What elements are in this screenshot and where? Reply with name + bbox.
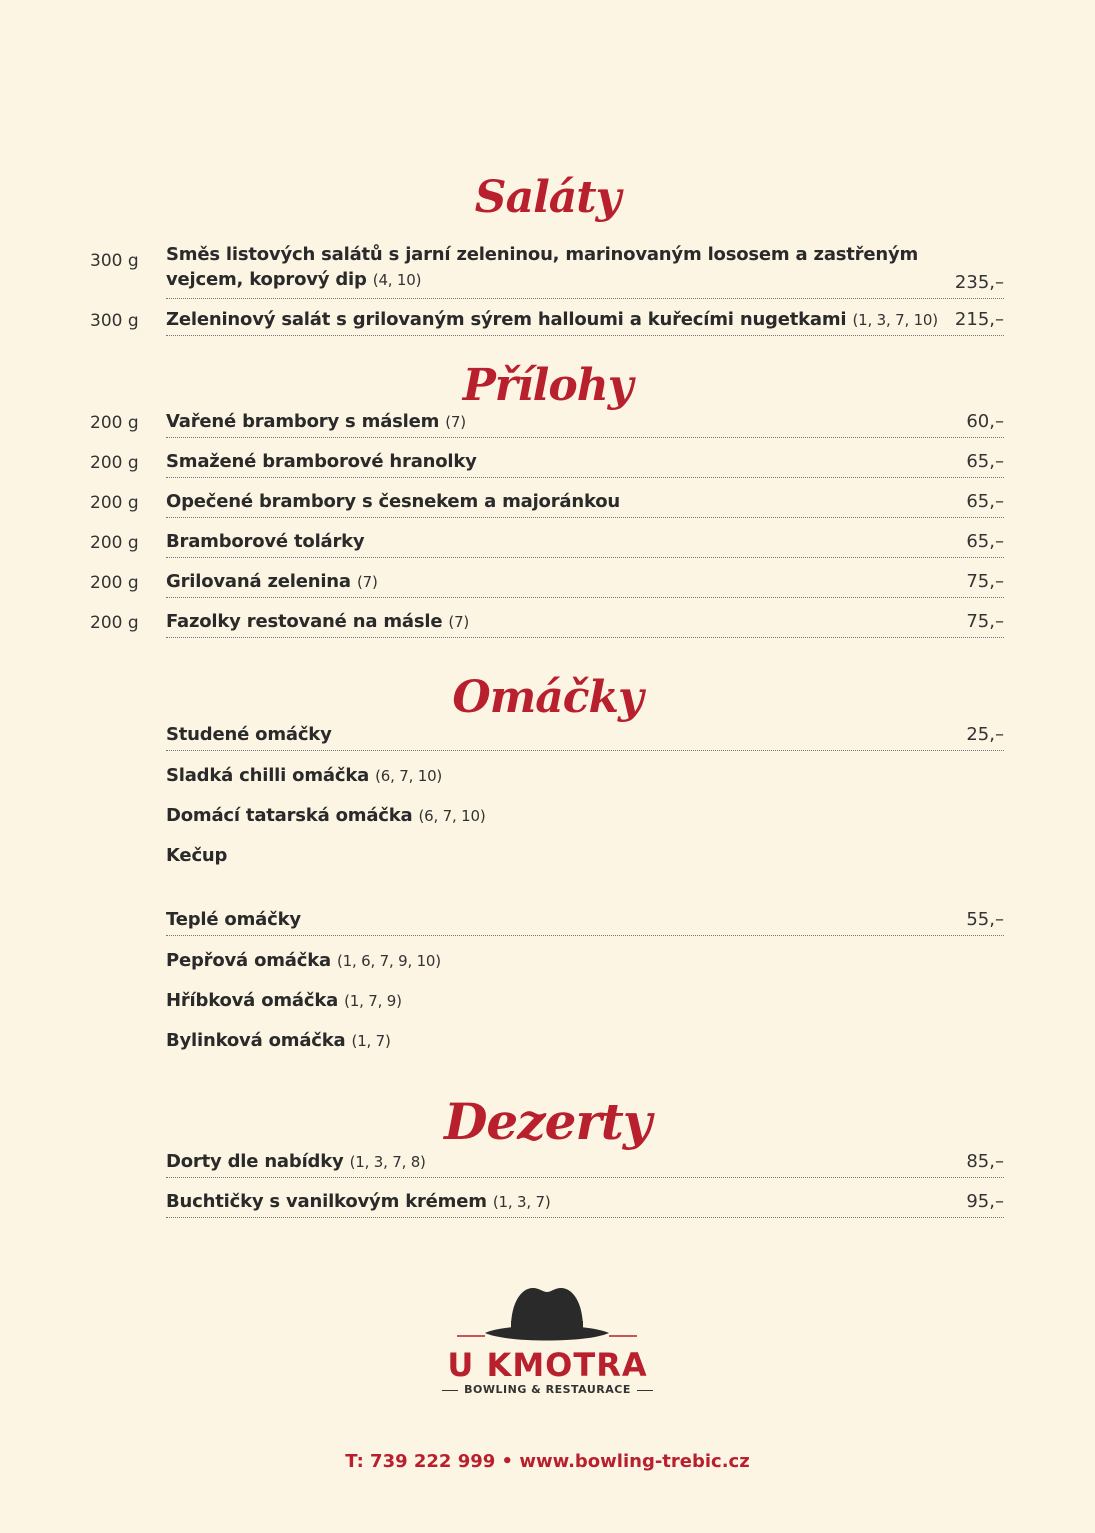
item-weight: 300 g xyxy=(90,311,139,331)
menu-item xyxy=(0,1178,1095,1218)
menu-subitem xyxy=(0,751,1095,791)
section-title-salaty: Saláty xyxy=(474,172,621,223)
item-allergens: (1, 3, 7) xyxy=(492,1193,551,1211)
item-name: Smažené bramborové hranolky xyxy=(166,451,477,472)
item-name: Bramborové tolárky xyxy=(166,531,365,552)
item-price: 215,– xyxy=(954,309,1004,330)
item-weight: 300 g xyxy=(90,251,139,271)
menu-item xyxy=(0,478,1095,518)
item-allergens: (6, 7, 10) xyxy=(418,807,486,825)
menu-item xyxy=(0,244,1095,299)
menu-subitem xyxy=(0,976,1095,1016)
item-name: Kečup xyxy=(166,845,228,866)
item-name: Zeleninový salát s grilovaným sýrem halloumi a kuřecími nugetkami (1, 3, 7, 10) xyxy=(166,309,938,330)
item-allergens: (1, 3, 7, 8) xyxy=(349,1153,426,1171)
item-price: 75,– xyxy=(966,571,1004,592)
menu-item xyxy=(0,296,1095,336)
item-name: Opečené brambory s česnekem a majoránkou xyxy=(166,491,621,512)
item-allergens: (1, 7, 9) xyxy=(344,992,402,1010)
item-allergens: (7) xyxy=(448,613,470,631)
item-name: Dorty dle nabídky (1, 3, 7, 8) xyxy=(166,1151,426,1172)
item-name: Pepřová omáčka (1, 6, 7, 9, 10) xyxy=(166,950,441,971)
menu-item xyxy=(0,896,1095,936)
item-weight: 200 g xyxy=(90,573,139,593)
item-name: Hříbková omáčka (1, 7, 9) xyxy=(166,990,402,1011)
item-price: 25,– xyxy=(966,724,1004,745)
section-title-dezerty: Dezerty xyxy=(444,1092,651,1151)
brand-name: U KMOTRA xyxy=(447,1346,648,1384)
item-price: 85,– xyxy=(966,1151,1004,1172)
menu-item xyxy=(0,438,1095,478)
item-weight: 200 g xyxy=(90,453,139,473)
menu-item xyxy=(0,1138,1095,1178)
item-name: Směs listových salátů s jarní zeleninou, marinovaným lososem a zastřeným vejcem, koprový dip (4, 10) xyxy=(166,244,919,290)
item-name: Sladká chilli omáčka (6, 7, 10) xyxy=(166,765,443,786)
item-weight: 200 g xyxy=(90,533,139,553)
menu-item xyxy=(0,398,1095,438)
item-allergens: (6, 7, 10) xyxy=(375,767,443,785)
menu-subitem xyxy=(0,1016,1095,1056)
item-name: Vařené brambory s máslem (7) xyxy=(166,411,466,432)
item-price: 65,– xyxy=(966,451,1004,472)
brand-tagline: BOWLING & RESTAURACE xyxy=(0,1383,1095,1396)
menu-subitem xyxy=(0,936,1095,976)
item-allergens: (1, 6, 7, 9, 10) xyxy=(337,952,441,970)
item-allergens: (1, 3, 7, 10) xyxy=(852,311,938,329)
menu-subitem xyxy=(0,831,1095,871)
item-name: Studené omáčky xyxy=(166,724,332,745)
item-price: 75,– xyxy=(966,611,1004,632)
menu-item xyxy=(0,598,1095,638)
menu-item xyxy=(0,558,1095,598)
item-name: Teplé omáčky xyxy=(166,909,301,930)
item-name: Grilovaná zelenina (7) xyxy=(166,571,378,592)
item-name: Buchtičky s vanilkovým krémem (1, 3, 7) xyxy=(166,1191,551,1212)
item-weight: 200 g xyxy=(90,613,139,633)
item-price: 65,– xyxy=(966,531,1004,552)
item-price: 95,– xyxy=(966,1191,1004,1212)
item-allergens: (7) xyxy=(356,573,378,591)
item-price: 235,– xyxy=(954,272,1004,293)
section-title-omacky: Omáčky xyxy=(452,672,643,723)
menu-item xyxy=(0,518,1095,558)
item-price: 60,– xyxy=(966,411,1004,432)
item-name: Fazolky restované na másle (7) xyxy=(166,611,470,632)
item-weight: 200 g xyxy=(90,493,139,513)
menu-item xyxy=(0,711,1095,751)
item-allergens: (1, 7) xyxy=(351,1032,391,1050)
item-price: 55,– xyxy=(966,909,1004,930)
item-weight: 200 g xyxy=(90,413,139,433)
item-allergens: (7) xyxy=(445,413,466,431)
menu-subitem xyxy=(0,791,1095,831)
section-title-prilohy: Přílohy xyxy=(462,360,633,411)
item-allergens: (4, 10) xyxy=(372,271,422,289)
item-name: Bylinková omáčka (1, 7) xyxy=(166,1030,391,1051)
item-name: Domácí tatarská omáčka (6, 7, 10) xyxy=(166,805,486,826)
item-price: 65,– xyxy=(966,491,1004,512)
contact-footer: T: 739 222 999 • www.bowling-trebic.cz xyxy=(345,1451,750,1472)
